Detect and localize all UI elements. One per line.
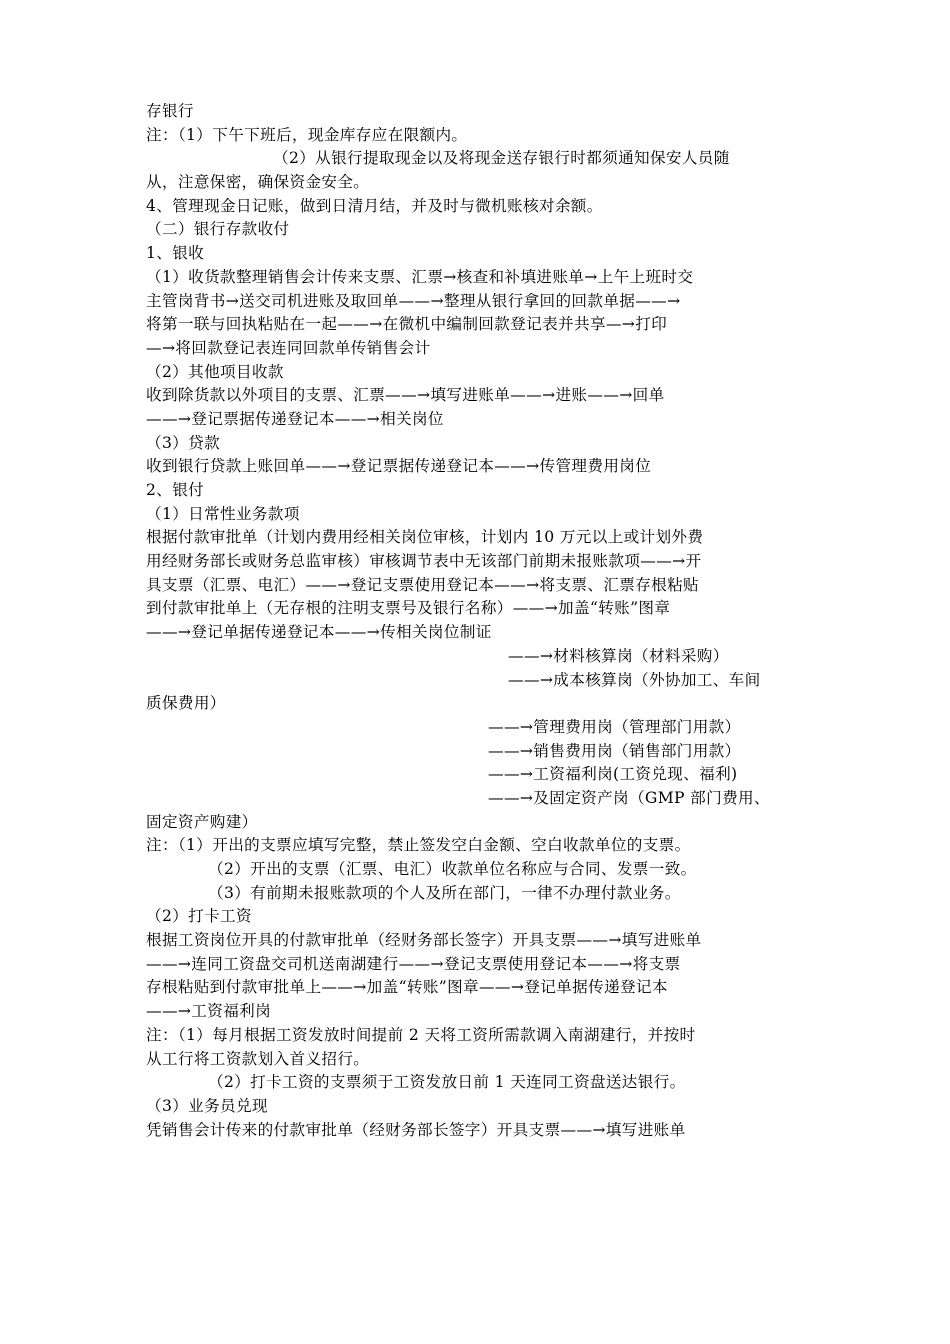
branch-line: ——→成本核算岗（外协加工、车间 xyxy=(508,670,761,689)
item-heading: （2）打卡工资 xyxy=(146,907,252,926)
text-line: 收到银行贷款上账回单——→登记票据传递登记本——→传管理费用岗位 xyxy=(146,457,652,476)
subsection-heading: 2、银付 xyxy=(146,481,205,499)
branch-line: ——→销售费用岗（销售部门用款） xyxy=(488,741,741,760)
text-line: 存根粘贴到付款审批单上——→加盖“转账”图章——→登记单据传递登记本 xyxy=(146,978,668,997)
branch-line: ——→管理费用岗（管理部门用款） xyxy=(488,717,741,736)
note-line: （3）有前期未报账款项的个人及所在部门，一律不办理付款业务。 xyxy=(208,883,681,902)
text-line: （1）收货款整理销售会计传来支票、汇票→核查和补填进账单→上午上班时交 xyxy=(146,267,694,286)
branch-line: ——→及固定资产岗（GMP 部门费用、 xyxy=(488,788,770,807)
text-line: ——→登记票据传递登记本——→相关岗位 xyxy=(146,409,444,428)
text-line: ——→登记单据传递登记本——→传相关岗位制证 xyxy=(146,623,492,642)
text-line: 固定资产购建） xyxy=(146,812,258,831)
text-line: 到付款审批单上（无存根的注明支票号及银行名称）——→加盖“转账”图章 xyxy=(146,599,671,618)
section-heading: （二）银行存款收付 xyxy=(146,220,290,239)
branch-line: ——→工资福利岗(工资兑现、福利) xyxy=(488,765,738,784)
text-line: ——→连同工资盘交司机送南湖建行——→登记支票使用登记本——→将支票 xyxy=(146,954,681,973)
text-line: 从工行将工资款划入首义招行。 xyxy=(146,1049,370,1068)
text-line: ——→工资福利岗 xyxy=(146,1002,272,1021)
text-line: 质保费用） xyxy=(146,694,226,713)
text-line: 用经财务部长或财务总监审核）审核调节表中无该部门前期未报账款项——→开 xyxy=(146,552,702,571)
text-line: —→将回款登记表连同回款单传销售会计 xyxy=(146,338,431,357)
text-line: 将第一联与回执粘贴在一起——→在微机中编制回款登记表并共享—→打印 xyxy=(146,315,668,334)
text-line: 4、管理现金日记账，做到日清月结，并及时与微机账核对余额。 xyxy=(146,196,603,215)
item-heading: （3）业务员兑现 xyxy=(146,1096,268,1115)
item-heading: （3）贷款 xyxy=(146,433,221,452)
text-line: 凭销售会计传来的付款审批单（经财务部长签字）开具支票——→填写进账单 xyxy=(146,1120,686,1139)
text-line: 存银行 xyxy=(146,102,194,120)
text-line: 收到除货款以外项目的支票、汇票——→填写进账单——→进账——→回单 xyxy=(146,386,665,405)
note-line: 注：（1）每月根据工资发放时间提前 2 天将工资所需款调入南湖建行，并按时 xyxy=(146,1025,696,1044)
note-line: （2）从银行提取现金以及将现金送存银行时都须通知保安人员随 xyxy=(273,149,730,168)
item-heading: （1）日常性业务款项 xyxy=(146,504,300,523)
document-page xyxy=(146,100,826,1142)
note-line: 注：（1）开出的支票应填写完整，禁止签发空白金额、空白收款单位的支票。 xyxy=(146,836,691,855)
text-line: 根据付款审批单（计划内费用经相关岗位审核，计划内 10 万元以上或计划外费 xyxy=(146,528,704,547)
text-line: 根据工资岗位开具的付款审批单（经财务部长签字）开具支票——→填写进账单 xyxy=(146,931,702,950)
note-line: （2）开出的支票（汇票、电汇）收款单位名称应与合同、发票一致。 xyxy=(208,860,697,878)
item-heading: （2）其他项目收款 xyxy=(146,362,284,381)
text-line: 从，注意保密，确保资金安全。 xyxy=(146,173,370,192)
subsection-heading: 1、银收 xyxy=(146,244,205,263)
branch-line: ——→材料核算岗（材料采购） xyxy=(508,646,729,665)
text-line: 具支票（汇票、电汇）——→登记支票使用登记本——→将支票、汇票存根粘贴 xyxy=(146,575,699,594)
text-line: 主管岗背书→送交司机进账及取回单——→整理从银行拿回的回款单据——→ xyxy=(146,291,681,310)
note-line: 注：（1）下午下班后，现金库存应在限额内。 xyxy=(146,125,468,144)
note-line: （2）打卡工资的支票须于工资发放日前 1 天连同工资盘送达银行。 xyxy=(208,1073,686,1092)
